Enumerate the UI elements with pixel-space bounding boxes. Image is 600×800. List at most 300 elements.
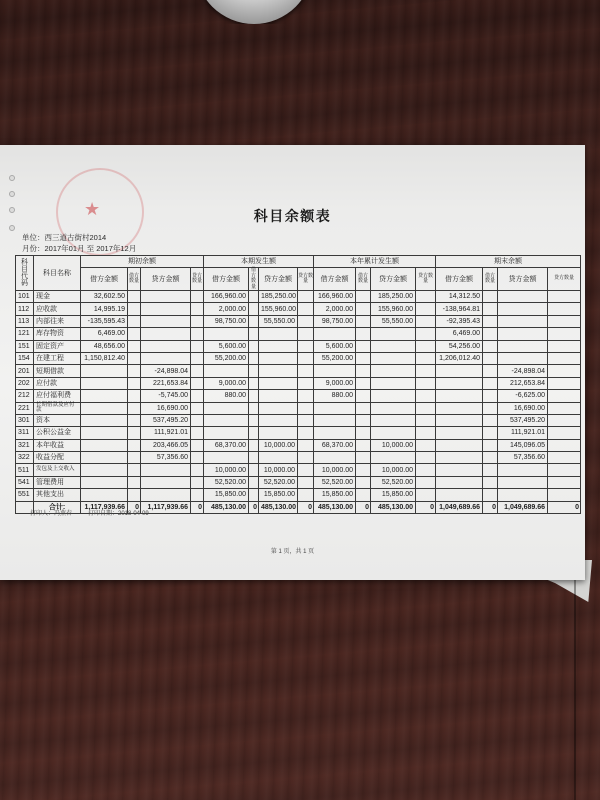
closing-credit-qty [548, 414, 581, 426]
ytd-debit-amount: 485,130.00 [314, 501, 356, 513]
ytd-credit-qty [416, 377, 436, 389]
ytd-debit-qty [356, 427, 371, 439]
closing-credit-amount [498, 464, 548, 476]
closing-credit-amount [498, 328, 548, 340]
account-code: 541 [16, 476, 34, 488]
closing-credit-amount: -24,898.04 [498, 365, 548, 377]
period-credit-qty [298, 365, 314, 377]
ytd-debit-qty [356, 402, 371, 414]
closing-debit-qty-header: 借方数量 [483, 268, 498, 291]
closing-credit-amount [498, 340, 548, 352]
closing-debit-amount: 1,049,689.66 [436, 501, 483, 513]
period-debit-qty [249, 328, 259, 340]
ytd-debit-amount: 880.00 [314, 390, 356, 402]
ytd-credit-amount [371, 427, 416, 439]
opening-credit-qty [191, 365, 204, 377]
closing-credit-amount [498, 476, 548, 488]
opening-debit-qty [128, 291, 141, 303]
opening-debit-amount-header: 借方金额 [81, 268, 128, 291]
account-code: 121 [16, 328, 34, 340]
table-row [16, 452, 581, 464]
closing-credit-qty [548, 303, 581, 315]
ytd-credit-amount [371, 377, 416, 389]
period-credit-amount: 10,000.00 [259, 439, 298, 451]
period-credit-amount: 185,250.00 [259, 291, 298, 303]
ytd-credit-qty [416, 390, 436, 402]
period-credit-amount [259, 340, 298, 352]
ytd-credit-amount [371, 414, 416, 426]
printed-by: 打印人：冯燕春 [30, 511, 73, 517]
opening-debit-qty [128, 476, 141, 488]
account-name: 应收款 [34, 303, 81, 315]
opening-debit-qty [128, 427, 141, 439]
ytd-credit-qty [416, 328, 436, 340]
period-debit-amount [204, 427, 249, 439]
ytd-debit-qty [356, 315, 371, 327]
ytd-credit-qty [416, 365, 436, 377]
closing-debit-qty [483, 452, 498, 464]
table-row [16, 377, 581, 389]
table-row [16, 328, 581, 340]
opening-debit-amount [81, 452, 128, 464]
closing-debit-amount [436, 365, 483, 377]
table-row [16, 402, 581, 414]
account-code: 221 [16, 402, 34, 414]
closing-debit-qty [483, 439, 498, 451]
opening-credit-amount: 111,921.01 [141, 427, 191, 439]
period-debit-qty [249, 452, 259, 464]
period-credit-qty [298, 377, 314, 389]
opening-debit-amount [81, 414, 128, 426]
opening-debit-qty [128, 390, 141, 402]
closing-debit-amount [436, 439, 483, 451]
closing-debit-amount: -138,964.81 [436, 303, 483, 315]
period-debit-amount [204, 328, 249, 340]
closing-credit-qty [548, 315, 581, 327]
opening-debit-qty [128, 365, 141, 377]
account-code: 154 [16, 352, 34, 364]
table-row [16, 489, 581, 501]
period-debit-qty [249, 390, 259, 402]
opening-credit-amount [141, 464, 191, 476]
period-credit-amount [259, 377, 298, 389]
account-code: 112 [16, 303, 34, 315]
ytd-debit-amount: 98,750.00 [314, 315, 356, 327]
opening-credit-amount-header: 贷方金额 [141, 268, 191, 291]
period-credit-amount [259, 328, 298, 340]
closing-debit-amount [436, 489, 483, 501]
table-row [16, 291, 581, 303]
ytd-credit-amount [371, 452, 416, 464]
opening-credit-amount [141, 340, 191, 352]
period-credit-qty: 0 [298, 501, 314, 513]
period-credit-qty [298, 439, 314, 451]
opening-debit-qty [128, 352, 141, 364]
opening-credit-amount: 16,690.00 [141, 402, 191, 414]
metal-disc [195, 0, 313, 24]
ytd-credit-amount [371, 340, 416, 352]
account-code: 201 [16, 365, 34, 377]
period-credit-amount: 15,850.00 [259, 489, 298, 501]
closing-credit-amount-header: 贷方金额 [498, 268, 548, 291]
account-name: 应付福利费 [34, 390, 81, 402]
period-credit-amount: 55,550.00 [259, 315, 298, 327]
closing-credit-qty [548, 427, 581, 439]
ytd-debit-amount: 166,960.00 [314, 291, 356, 303]
ytd-debit-qty-header: 借方数量 [356, 268, 371, 291]
ytd-debit-amount: 9,000.00 [314, 377, 356, 389]
period-debit-amount: 485,130.00 [204, 501, 249, 513]
period-credit-qty [298, 352, 314, 364]
ytd-debit-qty [356, 365, 371, 377]
opening-credit-amount [141, 476, 191, 488]
period-debit-qty [249, 414, 259, 426]
closing-debit-qty [483, 489, 498, 501]
closing-debit-amount [436, 402, 483, 414]
opening-credit-amount: -24,898.04 [141, 365, 191, 377]
table-row [16, 390, 581, 402]
closing-debit-amount [436, 377, 483, 389]
table-row [16, 303, 581, 315]
period-debit-amount: 880.00 [204, 390, 249, 402]
opening-credit-qty [191, 377, 204, 389]
account-code: 113 [16, 315, 34, 327]
period-debit-amount [204, 452, 249, 464]
opening-credit-amount [141, 315, 191, 327]
closing-debit-qty [483, 365, 498, 377]
opening-credit-qty [191, 489, 204, 501]
opening-debit-qty [128, 303, 141, 315]
account-name: 本年收益 [34, 439, 81, 451]
closing-credit-amount: 1,049,689.66 [498, 501, 548, 513]
closing-credit-qty [548, 328, 581, 340]
ytd-debit-amount: 10,000.00 [314, 464, 356, 476]
period-amount-header: 本期发生额 [204, 256, 314, 268]
account-name: 合计: [34, 501, 81, 513]
period-debit-amount: 5,600.00 [204, 340, 249, 352]
ytd-debit-qty [356, 352, 371, 364]
account-code-header: 科目代码 [16, 256, 34, 291]
closing-credit-qty [548, 476, 581, 488]
closing-debit-qty [483, 464, 498, 476]
opening-debit-amount [81, 427, 128, 439]
opening-debit-amount [81, 377, 128, 389]
ytd-credit-amount [371, 402, 416, 414]
period-credit-qty [298, 390, 314, 402]
account-name: 短期借款 [34, 365, 81, 377]
account-code: 322 [16, 452, 34, 464]
ytd-credit-qty-header: 贷方数量 [416, 268, 436, 291]
ytd-debit-amount [314, 452, 356, 464]
account-code: 511 [16, 464, 34, 476]
period-debit-amount: 15,850.00 [204, 489, 249, 501]
ytd-debit-qty [356, 439, 371, 451]
closing-credit-qty [548, 464, 581, 476]
account-code: 101 [16, 291, 34, 303]
closing-credit-qty [548, 377, 581, 389]
closing-credit-qty [548, 352, 581, 364]
opening-credit-amount [141, 489, 191, 501]
closing-debit-amount [436, 414, 483, 426]
period-debit-qty-header: 借方数量 [249, 268, 259, 291]
closing-debit-amount: 6,469.00 [436, 328, 483, 340]
period-credit-qty [298, 402, 314, 414]
ytd-debit-qty [356, 303, 371, 315]
opening-debit-amount: -135,595.43 [81, 315, 128, 327]
opening-debit-qty [128, 414, 141, 426]
ytd-debit-qty [356, 340, 371, 352]
ytd-debit-amount: 2,000.00 [314, 303, 356, 315]
account-code: 301 [16, 414, 34, 426]
opening-credit-qty [191, 390, 204, 402]
closing-credit-amount [498, 352, 548, 364]
closing-debit-amount: -92,395.43 [436, 315, 483, 327]
period-debit-qty [249, 352, 259, 364]
opening-debit-qty [128, 452, 141, 464]
ytd-credit-amount: 55,550.00 [371, 315, 416, 327]
closing-credit-amount [498, 489, 548, 501]
ytd-credit-qty [416, 402, 436, 414]
table-row [16, 365, 581, 377]
closing-debit-amount [436, 452, 483, 464]
period-credit-qty [298, 340, 314, 352]
opening-credit-amount [141, 328, 191, 340]
period-credit-qty [298, 427, 314, 439]
opening-debit-amount: 1,117,939.66 [81, 501, 128, 513]
opening-credit-amount: 537,495.20 [141, 414, 191, 426]
closing-debit-amount: 1,206,012.40 [436, 352, 483, 364]
period-debit-amount-header: 借方金额 [204, 268, 249, 291]
account-name: 资本 [34, 414, 81, 426]
opening-debit-qty [128, 315, 141, 327]
document-title: 科目余额表 [253, 208, 332, 224]
ytd-credit-amount: 155,960.00 [371, 303, 416, 315]
opening-debit-amount [81, 439, 128, 451]
period-debit-qty [249, 402, 259, 414]
ytd-credit-qty [416, 414, 436, 426]
table-row [16, 352, 581, 364]
trial-balance-table [15, 255, 581, 514]
period-credit-qty-header: 贷方数量 [298, 268, 314, 291]
punch-hole [9, 191, 15, 197]
period-debit-qty [249, 303, 259, 315]
period-debit-amount [204, 414, 249, 426]
closing-credit-amount [498, 291, 548, 303]
ytd-credit-amount: 15,850.00 [371, 489, 416, 501]
opening-credit-qty-header: 贷方数量 [191, 268, 204, 291]
closing-debit-qty [483, 303, 498, 315]
opening-debit-qty [128, 464, 141, 476]
account-name: 长期借款及应付款 [34, 402, 81, 414]
ytd-debit-qty [356, 377, 371, 389]
ytd-debit-qty [356, 489, 371, 501]
account-name: 其他支出 [34, 489, 81, 501]
ytd-credit-qty [416, 291, 436, 303]
closing-balance-header: 期末余额 [436, 256, 581, 268]
opening-credit-qty [191, 439, 204, 451]
opening-debit-amount: 48,656.00 [81, 340, 128, 352]
account-name: 应付款 [34, 377, 81, 389]
opening-debit-amount: 32,602.50 [81, 291, 128, 303]
opening-credit-qty [191, 315, 204, 327]
table-header [16, 256, 581, 291]
account-name: 发包及上交收入 [34, 464, 81, 476]
account-name-header: 科目名称 [34, 256, 81, 291]
closing-debit-qty [483, 402, 498, 414]
period-debit-qty [249, 365, 259, 377]
opening-debit-qty: 0 [128, 501, 141, 513]
period-debit-amount: 2,000.00 [204, 303, 249, 315]
opening-credit-amount: 203,466.05 [141, 439, 191, 451]
period-credit-qty [298, 414, 314, 426]
page-number: 第 1 页，共 1 页 [270, 549, 315, 555]
closing-debit-amount [436, 427, 483, 439]
table-row [16, 476, 581, 488]
ytd-credit-qty [416, 476, 436, 488]
ytd-credit-amount [371, 390, 416, 402]
ytd-credit-qty [416, 315, 436, 327]
period-debit-amount: 166,960.00 [204, 291, 249, 303]
account-code: 551 [16, 489, 34, 501]
opening-credit-qty [191, 464, 204, 476]
opening-credit-qty [191, 328, 204, 340]
ytd-credit-qty [416, 427, 436, 439]
period-debit-amount [204, 402, 249, 414]
account-name: 公积公益金 [34, 427, 81, 439]
closing-credit-qty [548, 365, 581, 377]
table-row [16, 414, 581, 426]
period-credit-qty [298, 489, 314, 501]
period-debit-amount: 98,750.00 [204, 315, 249, 327]
closing-debit-amount: 54,256.00 [436, 340, 483, 352]
account-code: 151 [16, 340, 34, 352]
account-code: 321 [16, 439, 34, 451]
ytd-credit-qty [416, 439, 436, 451]
period-credit-qty [298, 328, 314, 340]
closing-credit-amount: 57,356.60 [498, 452, 548, 464]
ytd-debit-amount [314, 402, 356, 414]
period-credit-qty [298, 303, 314, 315]
period-debit-qty [249, 315, 259, 327]
ytd-debit-qty [356, 476, 371, 488]
closing-debit-qty [483, 390, 498, 402]
account-name: 现金 [34, 291, 81, 303]
opening-debit-amount: 14,995.19 [81, 303, 128, 315]
opening-debit-amount [81, 489, 128, 501]
opening-credit-qty [191, 476, 204, 488]
period-debit-qty [249, 427, 259, 439]
closing-credit-qty [548, 489, 581, 501]
closing-credit-qty [548, 340, 581, 352]
table-body [16, 291, 581, 514]
ytd-credit-qty [416, 340, 436, 352]
opening-debit-amount [81, 365, 128, 377]
closing-credit-qty-header: 贷方数量 [548, 268, 581, 291]
ytd-debit-qty: 0 [356, 501, 371, 513]
period-debit-qty: 0 [249, 501, 259, 513]
closing-credit-amount: 537,495.20 [498, 414, 548, 426]
ytd-credit-qty [416, 452, 436, 464]
ytd-credit-amount: 485,130.00 [371, 501, 416, 513]
period-debit-amount: 9,000.00 [204, 377, 249, 389]
ytd-debit-qty [356, 291, 371, 303]
account-code: 202 [16, 377, 34, 389]
closing-credit-qty [548, 291, 581, 303]
closing-debit-amount [436, 390, 483, 402]
table-row [16, 439, 581, 451]
period-credit-amount: 10,000.00 [259, 464, 298, 476]
period-credit-qty [298, 291, 314, 303]
ytd-credit-amount: 10,000.00 [371, 439, 416, 451]
period-debit-qty [249, 476, 259, 488]
document-sheet [0, 145, 585, 580]
account-name: 收益分配 [34, 452, 81, 464]
ytd-debit-amount: 68,370.00 [314, 439, 356, 451]
closing-credit-qty [548, 402, 581, 414]
period-credit-amount [259, 414, 298, 426]
period-credit-qty [298, 476, 314, 488]
opening-credit-qty [191, 291, 204, 303]
period-credit-amount [259, 402, 298, 414]
closing-credit-amount: 16,690.00 [498, 402, 548, 414]
opening-debit-amount [81, 464, 128, 476]
account-name: 内部往来 [34, 315, 81, 327]
ytd-debit-amount [314, 328, 356, 340]
closing-debit-qty [483, 377, 498, 389]
opening-debit-qty [128, 439, 141, 451]
ytd-debit-amount [314, 427, 356, 439]
header-sub-row [16, 268, 581, 291]
punch-hole [9, 175, 15, 181]
ytd-debit-amount: 5,600.00 [314, 340, 356, 352]
closing-debit-qty [483, 414, 498, 426]
ytd-credit-qty: 0 [416, 501, 436, 513]
opening-debit-qty [128, 328, 141, 340]
period-debit-amount: 52,520.00 [204, 476, 249, 488]
opening-credit-amount: 57,356.60 [141, 452, 191, 464]
opening-debit-amount [81, 390, 128, 402]
closing-debit-qty [483, 315, 498, 327]
opening-debit-amount [81, 476, 128, 488]
ytd-debit-amount [314, 365, 356, 377]
closing-credit-amount: -6,625.00 [498, 390, 548, 402]
opening-debit-qty [128, 402, 141, 414]
period-debit-amount: 10,000.00 [204, 464, 249, 476]
closing-credit-qty [548, 452, 581, 464]
period-debit-qty [249, 439, 259, 451]
opening-credit-amount [141, 303, 191, 315]
ytd-debit-amount: 55,200.00 [314, 352, 356, 364]
account-code: 311 [16, 427, 34, 439]
account-name: 在建工程 [34, 352, 81, 364]
opening-credit-qty: 0 [191, 501, 204, 513]
opening-credit-amount [141, 291, 191, 303]
closing-credit-qty [548, 439, 581, 451]
closing-debit-amount-header: 借方金额 [436, 268, 483, 291]
ytd-credit-amount: 52,520.00 [371, 476, 416, 488]
opening-credit-amount: 221,653.84 [141, 377, 191, 389]
ytd-amount-header: 本年累计发生额 [314, 256, 436, 268]
punch-hole [9, 225, 15, 231]
closing-debit-qty [483, 340, 498, 352]
ytd-credit-qty [416, 303, 436, 315]
period-debit-qty [249, 489, 259, 501]
period-credit-amount [259, 427, 298, 439]
table-row [16, 315, 581, 327]
ytd-credit-amount [371, 328, 416, 340]
opening-credit-qty [191, 414, 204, 426]
opening-debit-qty-header: 借方数量 [128, 268, 141, 291]
